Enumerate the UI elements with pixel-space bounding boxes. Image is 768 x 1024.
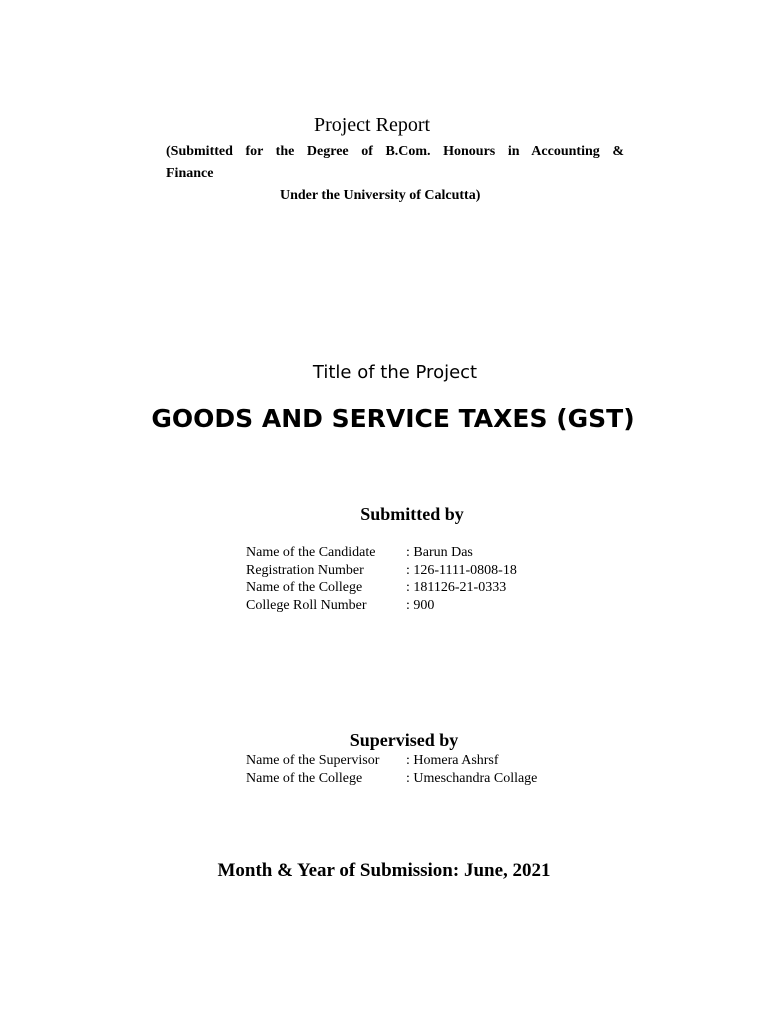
college-name-row [246, 579, 517, 597]
college-roll-number-label: College Roll Number [246, 597, 367, 613]
supervisor-college-row [246, 770, 537, 788]
submission-note-line-1: (Submitted for the Degree of B.Com. Honours in Accounting & [166, 144, 624, 159]
college-name-label: Name of the College [246, 580, 363, 595]
college-roll-number-value: : 900 [406, 597, 435, 613]
college-roll-number-row [246, 597, 517, 615]
candidate-name-value: : Barun Das [406, 545, 473, 560]
submission-date: Month & Year of Submission: June, 2021 [217, 860, 551, 881]
supervised-by-heading: Supervised by [349, 730, 459, 750]
registration-number-label: Registration Number [246, 562, 364, 578]
candidate-details [246, 544, 517, 614]
registration-number-value: : 126-1111-0808-18 [406, 562, 517, 578]
supervisor-name-value: : Homera Ashrsf [406, 753, 499, 768]
university-line: Under the University of Calcutta) [280, 188, 481, 203]
college-name-value: : 181126-21-0333 [406, 580, 507, 595]
supervisor-name-label: Name of the Supervisor [246, 753, 380, 768]
supervisor-name-row [246, 752, 537, 770]
supervisor-details [246, 752, 537, 787]
candidate-name-row [246, 544, 517, 562]
project-title-label: Title of the Project [312, 362, 478, 383]
report-title: Project Report [313, 114, 431, 136]
submitted-by-heading: Submitted by [360, 504, 464, 524]
registration-number-row [246, 562, 517, 580]
supervisor-college-value: : Umeschandra Collage [406, 770, 538, 786]
submission-note-line-2: Finance [166, 166, 214, 181]
supervisor-college-label: Name of the College [246, 770, 363, 786]
project-title: GOODS AND SERVICE TAXES (GST) [151, 404, 635, 433]
candidate-name-label: Name of the Candidate [246, 545, 376, 560]
